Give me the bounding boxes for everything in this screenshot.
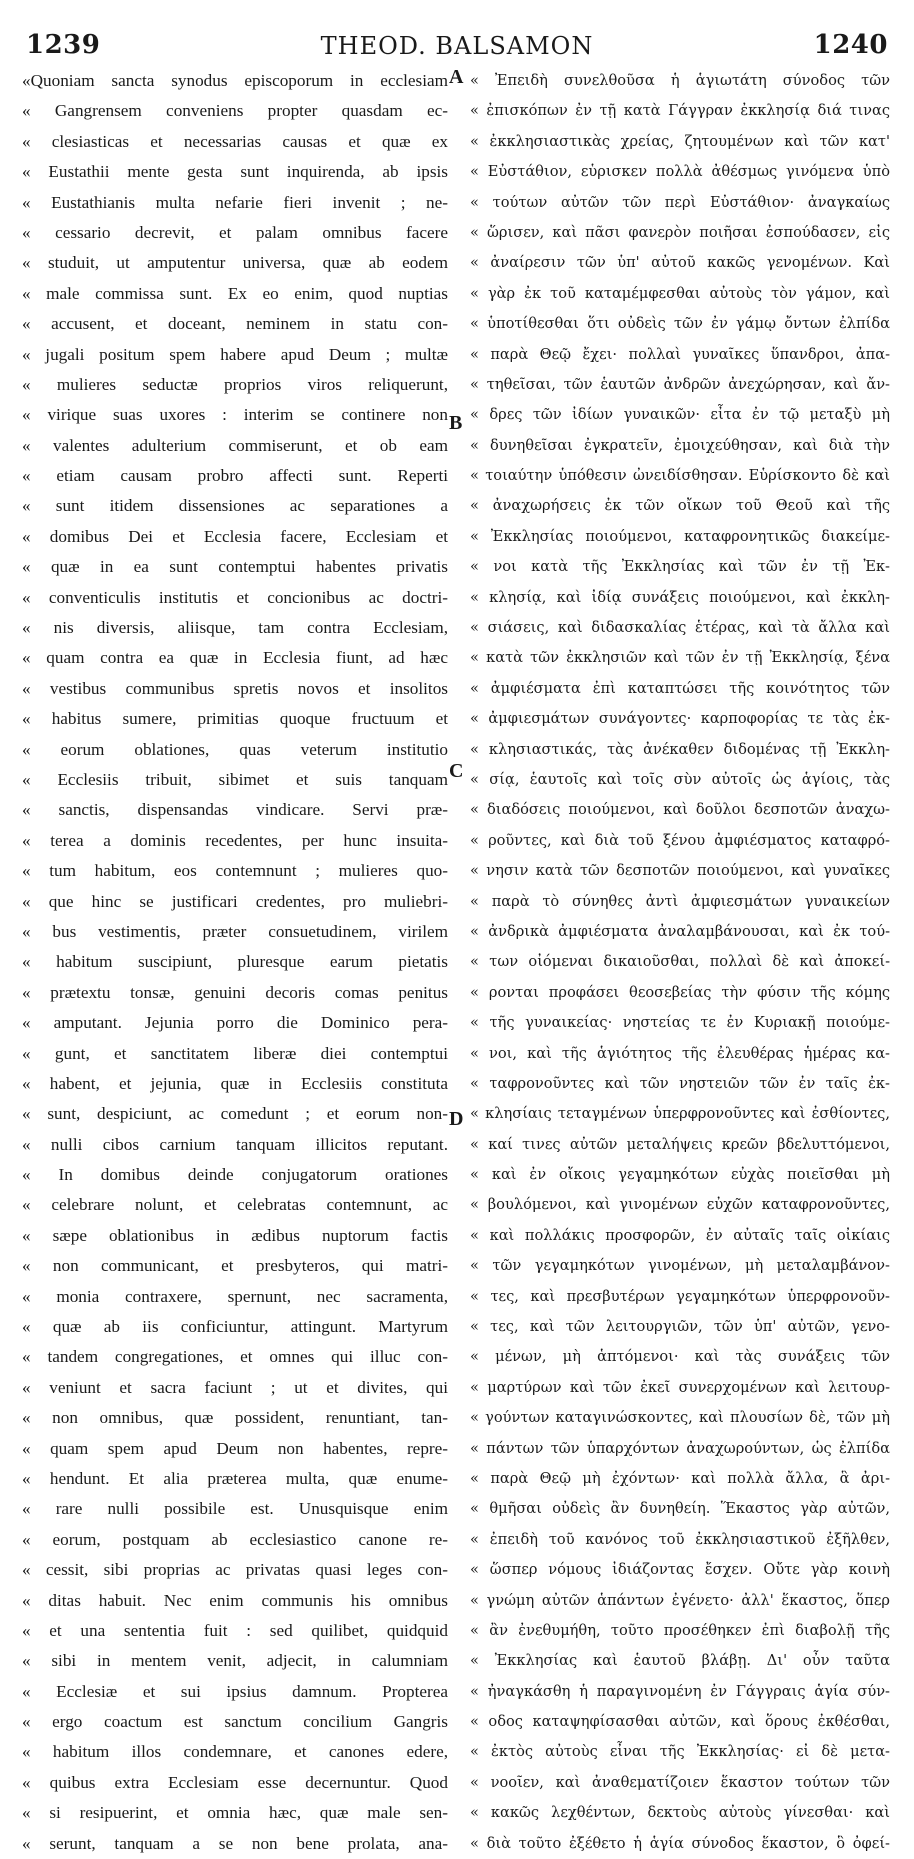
greek-text-line: « ροῦντες, καὶ διὰ τοῦ ξένου ἀμφιέσματος καταφρό- bbox=[470, 831, 890, 849]
latin-text-line: « rare nulli possibile est. Unusquisque enim bbox=[22, 1499, 448, 1519]
greek-text-line: « μένων, μὴ ἁπτόμενοι· καὶ τὰς συνάξεις τῶν bbox=[470, 1348, 890, 1366]
greek-text-line: « τες, καὶ τῶν λειτουργιῶν, τῶν ὑπ' αὐτῶν, γενο- bbox=[470, 1318, 890, 1336]
page-number-right: 1240 bbox=[813, 30, 888, 60]
latin-text-line: « celebrare nolunt, et celebratas contemnunt, ac bbox=[22, 1195, 448, 1215]
greek-text-line: « ἐκτὸς αὐτοὺς εἶναι τῆς Ἐκκλησίας· εἰ δὲ μετα- bbox=[470, 1743, 890, 1761]
greek-text-line: « διαδόσεις ποιούμενοι, καὶ δοῦλοι δεσποτῶν ἀναχω- bbox=[470, 801, 890, 819]
page-number-left: 1239 bbox=[26, 30, 101, 60]
greek-text-line: « νησιν κατὰ τῶν δεσποτῶν ποιούμενοι, καὶ γυναῖκες bbox=[470, 862, 890, 880]
greek-text-line: « σίᾳ, ἑαυτοῖς καὶ τοῖς σὺν αὐτοῖς ὡς ἁγίοις, τὰς bbox=[470, 770, 890, 788]
greek-text-line: « δρες τῶν ἰδίων γυναικῶν· εἶτα ἐν τῷ μεταξὺ μὴ bbox=[470, 406, 890, 424]
greek-text-line: « τούτων αὐτῶν τῶν περὶ Εὐστάθιον· ἀναγκαίως bbox=[470, 193, 890, 211]
latin-text-line: « Gangrensem conveniens propter quasdam ec- bbox=[22, 101, 448, 121]
latin-text-line: « quæ in ea sunt contemptui habentes privatis bbox=[22, 557, 448, 577]
latin-text-line: « cessit, sibi proprias ac privatas quasi leges con- bbox=[22, 1560, 448, 1580]
margin-marker-a: A bbox=[449, 66, 464, 88]
latin-text-line: « sunt, despiciunt, ac comedunt ; et eorum non- bbox=[22, 1104, 448, 1124]
latin-text-line: « si resipuerint, et omnia hæc, quæ male sen- bbox=[22, 1803, 448, 1823]
latin-text-line: « valentes adulterium commiserunt, et ob eam bbox=[22, 435, 448, 455]
latin-text-line: « nis diversis, aliisque, tam contra Ecclesiam, bbox=[22, 618, 448, 638]
greek-text-line: « νοι, καὶ τῆς ἁγιότητος τῆς ἐλευθέρας ἡμέρας κα- bbox=[470, 1044, 890, 1062]
greek-text-line: « κατὰ τῶν ἐκκλησιῶν καὶ τῶν ἐν τῇ Ἐκκλησίᾳ, ξένα bbox=[470, 649, 890, 667]
greek-text-line: « δυνηθεῖσαι ἐγκρατεῖν, ἐμοιχεύθησαν, καὶ διὰ τὴν bbox=[470, 436, 890, 454]
latin-text-line: « non omnibus, quæ possident, renuntiant, tan- bbox=[22, 1408, 448, 1428]
greek-text-line: « καί τινες αὐτῶν μεταλήψεις κρεῶν βδελυττόμενοι, bbox=[470, 1135, 890, 1153]
latin-text-line: « bus vestimentis, præter consuetudinem, virilem bbox=[22, 921, 448, 941]
latin-text-line: « eorum oblationes, quas veterum institutio bbox=[22, 739, 448, 759]
latin-text-line: « prætextu tonsæ, genuini decoris comas penitus bbox=[22, 982, 448, 1002]
greek-text-line: « τηθεῖσαι, τῶν ἑαυτῶν ἀνδρῶν ἀνεχώρησαν, καὶ ἄν- bbox=[470, 375, 890, 393]
latin-text-line: « monia contraxere, spernunt, nec sacramenta, bbox=[22, 1286, 448, 1306]
latin-text-line: « Eustathii mente gesta sunt inquirenda, ab ipsis bbox=[22, 162, 448, 182]
margin-marker-d: D bbox=[449, 1108, 464, 1130]
latin-text-line: « ditas habuit. Nec enim communis his omnibus bbox=[22, 1590, 448, 1610]
greek-text-line: « γούντων καταγινώσκοντες, καὶ πλουσίων δὲ, τῶν μὴ bbox=[470, 1409, 890, 1427]
latin-text-line: « habitum suscipiunt, pluresque earum pietatis bbox=[22, 952, 448, 972]
greek-text-line: « ἀναίρεσιν τῶν ὑπ' αὐτοῦ κακῶς γενομένων. Καὶ bbox=[470, 254, 890, 272]
greek-text-line: « ἐκκλησιαστικὰς χρείας, ζητουμένων καὶ τῶν κατ' bbox=[470, 132, 890, 150]
greek-text-line: « ὥρισεν, καὶ πᾶσι φανερὸν ποιῆσαι ἐσπούδασεν, εἰς bbox=[470, 223, 890, 241]
greek-text-line: « θμῆσαι οὐδεὶς ἂν δυνηθείη. Ἕκαστος γὰρ αὐτῶν, bbox=[470, 1500, 890, 1518]
latin-text-line: « quam spem apud Deum non habentes, repre- bbox=[22, 1438, 448, 1458]
latin-text-line: « eorum, postquam ab ecclesiastico canone re- bbox=[22, 1529, 448, 1549]
latin-text-line: « jugali positum spem habere apud Deum ; multæ bbox=[22, 344, 448, 364]
latin-text-line: « etiam causam probro affecti sunt. Reperti bbox=[22, 466, 448, 486]
greek-text-line: « σιάσεις, καὶ διδασκαλίας ἑτέρας, καὶ τὰ ἄλλα καὶ bbox=[470, 619, 890, 637]
greek-text-line: « ὑποτίθεσθαι ὅτι οὐδεὶς τῶν ἐν γάμῳ ὄντων ἐλπίδα bbox=[470, 315, 890, 333]
greek-text-line: « ἀμφιεσμάτων συνάγοντες· καρποφορίας τε τὰς ἐκ- bbox=[470, 710, 890, 728]
latin-text-line: « tum habitum, eos contemnunt ; mulieres quo- bbox=[22, 861, 448, 881]
latin-text-line: « virique suas uxores : interim se continere non bbox=[22, 405, 448, 425]
latin-text-line: « gunt, et sanctitatem liberæ diei contemptui bbox=[22, 1043, 448, 1063]
margin-marker-c: C bbox=[449, 760, 464, 782]
greek-text-line: « κλησιαστικάς, τὰς ἀνέκαθεν διδομένας τῇ Ἐκκλη- bbox=[470, 740, 890, 758]
greek-text-line: « ἂν ἐνεθυμήθη, τοῦτο προσέθηκεν ἐπὶ διαβολῇ τῆς bbox=[470, 1621, 890, 1639]
greek-text-line: « καὶ πολλάκις προσφορῶν, ἐν αὐταῖς ταῖς οἰκίαις bbox=[470, 1226, 890, 1244]
latin-text-line: « sæpe oblationibus in ædibus nuptorum factis bbox=[22, 1225, 448, 1245]
latin-text-line: « nulli cibos carnium tanquam illicitos reputant. bbox=[22, 1134, 448, 1154]
latin-text-line: « mulieres seductæ proprios viros reliquerunt, bbox=[22, 374, 448, 394]
latin-text-line: « quæ ab iis conficiuntur, attingunt. Martyrum bbox=[22, 1317, 448, 1337]
latin-text-line: « domibus Dei et Ecclesia facere, Ecclesiam et bbox=[22, 526, 448, 546]
latin-text-line: « Ecclesiis tribuit, sibimet et suis tanquam bbox=[22, 769, 448, 789]
greek-text-line: « παρὰ Θεῷ ἔχει· πολλαὶ γυναῖκες ὕπανδροι, ἀπα- bbox=[470, 345, 890, 363]
greek-text-line: « ἠναγκάσθη ἡ παραγινομένη ἐν Γάγγραις ἁγία σύν- bbox=[470, 1682, 890, 1700]
latin-text-line: « sunt itidem dissensiones ac separationes a bbox=[22, 496, 448, 516]
greek-text-line: « των οἰόμεναι δικαιοῦσθαι, πολλαὶ δὲ καὶ ἀποκεί- bbox=[470, 953, 890, 971]
greek-text-line: « νοοῖεν, καὶ ἀναθεματίζοιεν ἕκαστον τούτων τῶν bbox=[470, 1773, 890, 1791]
latin-text-line: « accusent, et doceant, neminem in statu con- bbox=[22, 314, 448, 334]
latin-text-line: « serunt, tanquam a se non bene prolata, ana- bbox=[22, 1833, 448, 1853]
greek-text-line: « γνώμη αὐτῶν ἁπάντων ἐγένετο· ἀλλ' ἕκαστος, ὅπερ bbox=[470, 1591, 890, 1609]
latin-text-line: « Ecclesiæ et sui ipsius damnum. Propterea bbox=[22, 1681, 448, 1701]
latin-text-line: « non communicant, et presbyteros, qui matri- bbox=[22, 1256, 448, 1276]
latin-text-line: « vestibus communibus spretis novos et insolitos bbox=[22, 678, 448, 698]
greek-text-line: « τες, καὶ πρεσβυτέρων γεγαμηκότων ὑπερφρονοῦν- bbox=[470, 1287, 890, 1305]
latin-text-line: « clesiasticas et necessarias causas et quæ ex bbox=[22, 131, 448, 151]
latin-text-line: « et una sententia fuit : sed quilibet, quidquid bbox=[22, 1620, 448, 1640]
page-header bbox=[0, 30, 914, 64]
latin-text-line: « conventiculis institutis et concionibus ac doctri- bbox=[22, 587, 448, 607]
latin-text-line: « terea a dominis recedentes, per hunc insuita- bbox=[22, 830, 448, 850]
latin-text-line: « habent, et jejunia, quæ in Ecclesiis constituta bbox=[22, 1073, 448, 1093]
greek-text-line: « οδος καταψηφίσασθαι αὐτῶν, καὶ ὅρους ἐκθέσθαι, bbox=[470, 1713, 890, 1731]
greek-text-line: « γὰρ ἐκ τοῦ καταμέμφεσθαι αὐτοὺς τὸν γάμον, καὶ bbox=[470, 284, 890, 302]
greek-text-line: « νοι κατὰ τῆς Ἐκκλησίας καὶ τῶν ἐν τῇ Ἐκ- bbox=[470, 558, 890, 576]
greek-text-line: « βουλόμενοι, καὶ γινομένων εὐχῶν καταφρονοῦντες, bbox=[470, 1196, 890, 1214]
greek-text-line: « Ἐκκλησίας καὶ ἑαυτοῦ βλάβῃ. Δι' οὖν ταῦτα bbox=[470, 1652, 890, 1670]
greek-text-line: « πάντων τῶν ὑπαρχόντων ἀναχωρούντων, ὡς ἐλπίδα bbox=[470, 1439, 890, 1457]
greek-text-line: « ρονται προφάσει θεοσεβείας τὴν φύσιν τῆς κόμης bbox=[470, 983, 890, 1001]
latin-text-line: « hendunt. Et alia præterea multa, quæ enume- bbox=[22, 1468, 448, 1488]
latin-text-line: «Quoniam sancta synodus episcoporum in ecclesiam bbox=[22, 71, 448, 90]
greek-text-line: « μαρτύρων καὶ τῶν ἐκεῖ συνερχομένων καὶ λειτουρ- bbox=[470, 1378, 890, 1396]
greek-text-line: « ἐπειδὴ τοῦ κανόνος τοῦ ἐκκλησιαστικοῦ ἐξῆλθεν, bbox=[470, 1530, 890, 1548]
latin-text-line: « sibi in mentem venit, adjecit, in calumniam bbox=[22, 1651, 448, 1671]
latin-text-line: « studuit, ut amputentur universa, quæ ab eodem bbox=[22, 253, 448, 273]
greek-text-line: « Ἐκκλησίας ποιούμενοι, καταφρονητικῶς διακείμε- bbox=[470, 527, 890, 545]
running-title: THEOD. BALSAMON bbox=[320, 32, 594, 60]
greek-text-line: « τοιαύτην ὑπόθεσιν ὠνειδίσθησαν. Εὑρίσκοντο δὲ καὶ bbox=[470, 467, 890, 485]
greek-text-line: « ἐπισκόπων ἐν τῇ κατὰ Γάγγραν ἐκκλησίᾳ διά τινας bbox=[470, 102, 890, 120]
latin-text-line: « habitus sumere, primitias quoque fructuum et bbox=[22, 709, 448, 729]
greek-text-line: « ἀνδρικὰ ἀμφιέσματα ἀναλαμβάνουσαι, καὶ ἐκ τού- bbox=[470, 922, 890, 940]
greek-text-line: « ταφρονοῦντες καὶ τῶν νηστειῶν τῶν ἐν ταῖς ἐκ- bbox=[470, 1074, 890, 1092]
greek-text-line: « Ἐπειδὴ συνελθοῦσα ἡ ἁγιωτάτη σύνοδος τῶν bbox=[470, 72, 890, 89]
greek-text-line: « τῶν γεγαμηκότων γινομένων, μὴ μεταλαμβάνον- bbox=[470, 1257, 890, 1275]
latin-text-line: « In domibus deinde conjugatorum orationes bbox=[22, 1165, 448, 1185]
latin-text-line: « male commissa sunt. Ex eo enim, quod nuptias bbox=[22, 283, 448, 303]
greek-text-line: « τῆς γυναικείας· νηστείας τε ἐν Κυριακῇ ποιούμε- bbox=[470, 1014, 890, 1032]
latin-text-line: « ergo coactum est sanctum concilium Gangris bbox=[22, 1712, 448, 1732]
greek-text-line: « παρὰ Θεῷ μὴ ἐχόντων· καὶ πολλὰ ἄλλα, ἃ ἀρι- bbox=[470, 1469, 890, 1487]
greek-text-line: « κλησίᾳ, καὶ ἰδίᾳ συνάξεις ποιούμενοι, καὶ ἐκκλη- bbox=[470, 588, 890, 606]
greek-text-line: « κακῶς λεχθέντων, δεκτοὺς αὐτοὺς γίνεσθαι· καὶ bbox=[470, 1804, 890, 1822]
latin-text-line: « habitum illos condemnare, et canones edere, bbox=[22, 1742, 448, 1762]
latin-text-line: « sanctis, dispensandas vindicare. Servi præ- bbox=[22, 800, 448, 820]
latin-text-line: « quibus extra Ecclesiam esse decernuntur. Quod bbox=[22, 1772, 448, 1792]
latin-text-line: « veniunt et sacra faciunt ; ut et divites, qui bbox=[22, 1377, 448, 1397]
latin-text-line: « Eustathianis multa nefarie fieri invenit ; ne- bbox=[22, 192, 448, 212]
latin-column bbox=[22, 66, 448, 1853]
greek-text-line: « ὥσπερ νόμους ἰδιάζοντας ἔσχεν. Οὔτε γὰρ κοινὴ bbox=[470, 1561, 890, 1579]
greek-text-line: « ἀναχωρήσεις ἐκ τῶν οἴκων τοῦ Θεοῦ καὶ τῆς bbox=[470, 497, 890, 515]
greek-text-line: « κλησίαις τεταγμένων ὑπερφρονοῦντες καὶ ἐσθίοντες, bbox=[470, 1105, 890, 1123]
latin-text-line: « que hinc se justificari credentes, pro muliebri- bbox=[22, 891, 448, 911]
greek-text-line: « παρὰ τὸ σύνηθες ἀντὶ ἀμφιεσμάτων γυναικείων bbox=[470, 892, 890, 910]
greek-text-line: « καὶ ἐν οἴκοις γεγαμηκότων εὐχὰς ποιεῖσθαι μὴ bbox=[470, 1166, 890, 1184]
latin-text-line: « amputant. Jejunia porro die Dominico pera- bbox=[22, 1013, 448, 1033]
greek-text-line: « διὰ τοῦτο ἐξέθετο ἡ ἁγία σύνοδος ἕκαστον, ὃ ὀφεί- bbox=[470, 1834, 890, 1852]
margin-marker-b: B bbox=[449, 412, 463, 434]
greek-column bbox=[470, 66, 890, 1852]
latin-text-line: « tandem congregationes, et omnes qui illuc con- bbox=[22, 1347, 448, 1367]
latin-text-line: « cessario decrevit, et palam omnibus facere bbox=[22, 222, 448, 242]
greek-text-line: « ἀμφιέσματα ἐπὶ καταπτώσει τῆς κοινότητος τῶν bbox=[470, 679, 890, 697]
greek-text-line: « Εὐστάθιον, εὑρισκεν πολλὰ ἀθέσμως γινόμενα ὑπὸ bbox=[470, 163, 890, 181]
latin-text-line: « quam contra ea quæ in Ecclesia fiunt, ad hæc bbox=[22, 648, 448, 668]
